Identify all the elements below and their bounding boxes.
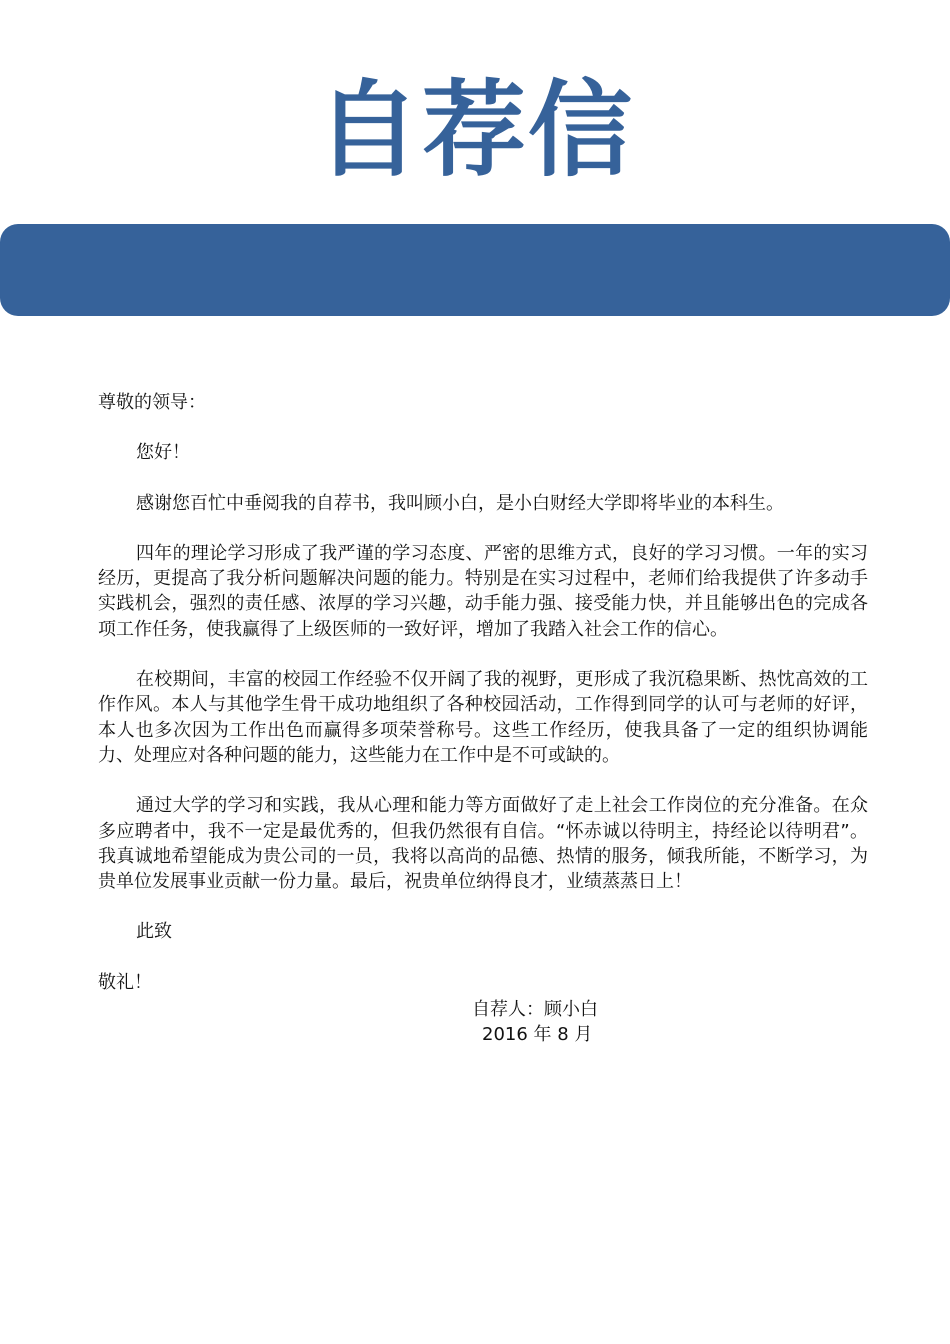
paragraph-campus: 在校期间，丰富的校园工作经验不仅开阔了我的视野，更形成了我沉稳果断、热忱高效的工作作风。本人与其他学生骨干成功地组织了各种校园活动，工作得到同学的认可与老师的好评，本人也多次因为工作出色而赢得多项荣誉称号。这些工作经历，使我具备了一定的组织协调能力、处理应对各种问题的能力，这些能力在工作中是不可或缺的。 xyxy=(98,669,868,766)
signature-date: 2016 年 8 月 xyxy=(482,1024,593,1046)
signature-block xyxy=(472,997,598,1048)
signature-name: 自荐人：顾小白 xyxy=(472,999,598,1020)
paragraph-study: 四年的理论学习形成了我严谨的学习态度、严密的思维方式，良好的学习习惯。一年的实习经历，更提高了我分析问题解决问题的能力。特别是在实习过程中，老师们给我提供了许多动手实践机会，强烈的责任感、浓厚的学习兴趣，动手能力强、接受能力快，并且能够出色的完成各项工作任务，使我赢得了上级医师的一致好评，增加了我踏入社会工作的信心。 xyxy=(98,542,868,640)
greeting: 您好！ xyxy=(136,442,190,464)
paragraph-closing: 通过大学的学习和实践，我从心理和能力等方面做好了走上社会工作岗位的充分准备。在众多应聘者中，我不一定是最优秀的，但我仍然很有自信。“怀赤诚以待明主，持经论以待明君”。我真诚地希望能成为贵公司的一员，我将以高尚的品德、热情的服务，倾我所能，不断学习，为贵单位发展事业贡献一份力量。最后，祝贵单位纳得良才，业绩蒸蒸日上！ xyxy=(98,795,868,893)
closing-jing-li: 敬礼！ xyxy=(98,971,152,993)
letter-body xyxy=(98,390,868,995)
closing-ci-zhi: 此致 xyxy=(136,921,172,943)
header-banner xyxy=(0,224,950,316)
page-title: 自荐信 xyxy=(315,69,634,191)
salutation: 尊敬的领导： xyxy=(98,392,206,413)
paragraph-intro: 感谢您百忙中垂阅我的自荐书，我叫顾小白，是小白财经大学即将毕业的本科生。 xyxy=(136,492,784,514)
